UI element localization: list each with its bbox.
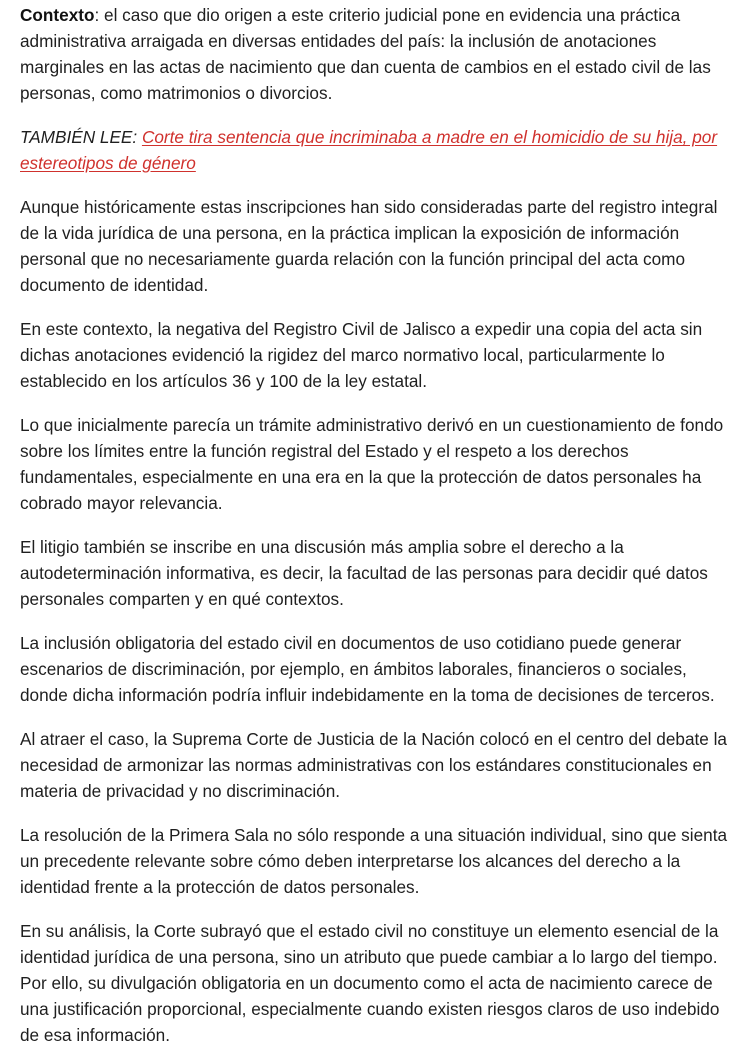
body-paragraph-8: En su análisis, la Corte subrayó que el estado civil no constituye un elemento esencial de la identidad jurídica de una persona, sino un atributo que puede cambiar a lo largo del tiempo. Por ello, su divulgación obligatoria en un documento como el acta de nacimiento carece de una justificación proporcional, especialmente cuando existen riesgos claros de uso indebido de esa información. bbox=[20, 921, 720, 1045]
body-paragraph-2: En este contexto, la negativa del Registro Civil de Jalisco a expedir una copia del acta sin dichas anotaciones evidenció la rigidez del marco normativo local, particularmente lo establecido en los artículos 36 y 100 de la ley estatal. bbox=[20, 319, 703, 391]
body-paragraph-1: Aunque históricamente estas inscripciones han sido consideradas parte del registro integral de la vida jurídica de una persona, en la práctica implican la exposición de información personal que no necesariamente guarda relación con la función principal del acta como documento de identidad. bbox=[20, 197, 718, 295]
body-paragraph-5: La inclusión obligatoria del estado civil en documentos de uso cotidiano puede generar escenarios de discriminación, por ejemplo, en ámbitos laborales, financieros o sociales, donde dicha información podría influir indebidamente en la toma de decisiones de terceros. bbox=[20, 633, 715, 705]
body-paragraph-3: Lo que inicialmente parecía un trámite administrativo derivó en un cuestionamiento de fondo sobre los límites entre la función registral del Estado y el respeto a los derechos fundamentales, especialmente en una era en la que la protección de datos personales ha cobrado mayor relevancia. bbox=[20, 415, 724, 513]
body-paragraph-4: El litigio también se inscribe en una discusión más amplia sobre el derecho a la autodeterminación informativa, es decir, la facultad de las personas para decidir qué datos personales comparten y en qué contextos. bbox=[20, 537, 708, 609]
body-paragraph-7: La resolución de la Primera Sala no sólo responde a una situación individual, sino que sienta un precedente relevante sobre cómo deben interpretarse los alcances del derecho a la identidad frente a la protección de datos personales. bbox=[20, 825, 728, 897]
related-article-link[interactable]: Corte tira sentencia que incriminaba a madre en el homicidio de su hija, por estereotipos de género bbox=[20, 127, 718, 173]
also-read-label: TAMBIÉN LEE: bbox=[20, 127, 138, 147]
intro-paragraph bbox=[20, 2, 728, 106]
intro-label: Contexto bbox=[20, 5, 95, 25]
intro-text: : el caso que dio origen a este criterio judicial pone en evidencia una práctica administrativa arraigada en diversas entidades del país: la inclusión de anotaciones marginales en las actas de nacimiento que dan cuenta de cambios en el estado civil de las personas, como matrimonios o divorcios. bbox=[20, 5, 711, 103]
also-read-callout bbox=[20, 124, 728, 176]
body-paragraph-6: Al atraer el caso, la Suprema Corte de Justicia de la Nación colocó en el centro del debate la necesidad de armonizar las normas administrativas con los estándares constitucionales en materia de privacidad y no discriminación. bbox=[20, 729, 727, 801]
